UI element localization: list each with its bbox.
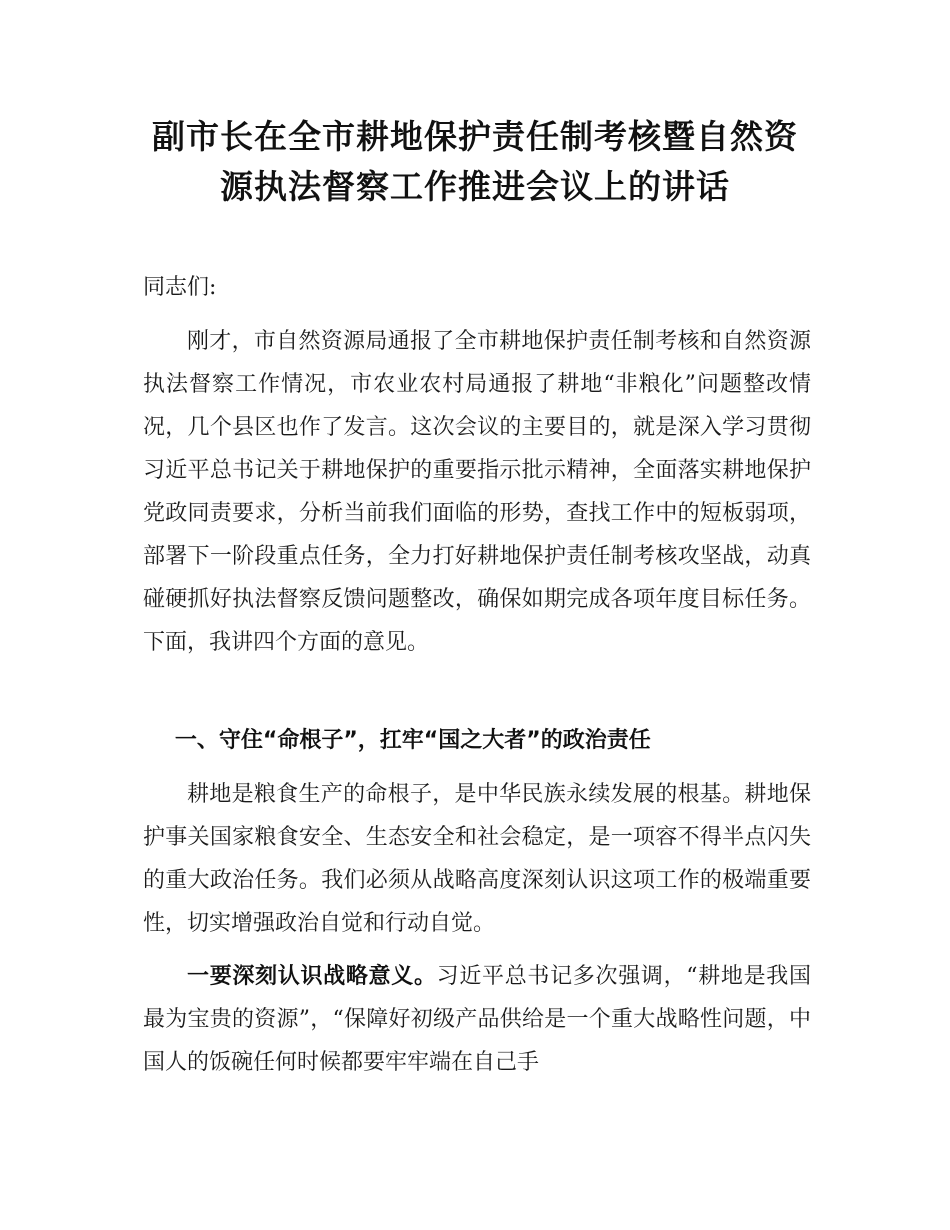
paragraph-opening: 刚才，市自然资源局通报了全市耕地保护责任制考核和自然资源执法督察工作情况，市农业农村局通报了耕地“非粮化”问题整改情况，几个县区也作了发言。这次会议的主要目的，就是深入学习贯彻习近平总书记关于耕地保护的重要指示批示精神，全面落实耕地保护党政同责要求，分析当前我们面临的形势，查找工作中的短板弱项，部署下一阶段重点任务，全力打好耕地保护责任制考核攻坚战，动真碰硬抓好执法督察反馈问题整改，确保如期完成各项年度目标任务。下面，我讲四个方面的意见。 (143, 329, 811, 655)
title-line-2: 源执法督察工作推进会议上的讲话 (220, 167, 730, 206)
title-line-1: 副市长在全市耕地保护责任制考核暨自然资 (152, 117, 798, 156)
document-title (120, 112, 830, 212)
section-heading-1: 一、守住“命根子”，扛牢“国之大者”的政治责任 (174, 728, 651, 753)
paragraph-lead-bold: 一要深刻认识战略意义。 (187, 964, 437, 989)
paragraph-section1-intro: 耕地是粮食生产的命根子，是中华民族永续发展的根基。耕地保护事关国家粮食安全、生态安全和社会稳定，是一项容不得半点闪失的重大政治任务。我们必须从战略高度深刻认识这项工作的极端重要性，切实增强政治自觉和行动自觉。 (143, 782, 811, 936)
salutation: 同志们: (143, 275, 217, 300)
paragraph-body: 习近平总书记多次强调，“耕地是我国最为宝贵的资源”，“保障好初级产品供给是一个重大战略性问题，中国人的饭碗任何时候都要牢牢端在自己手 (143, 964, 811, 1075)
paragraph-strategic-significance (143, 955, 811, 1084)
